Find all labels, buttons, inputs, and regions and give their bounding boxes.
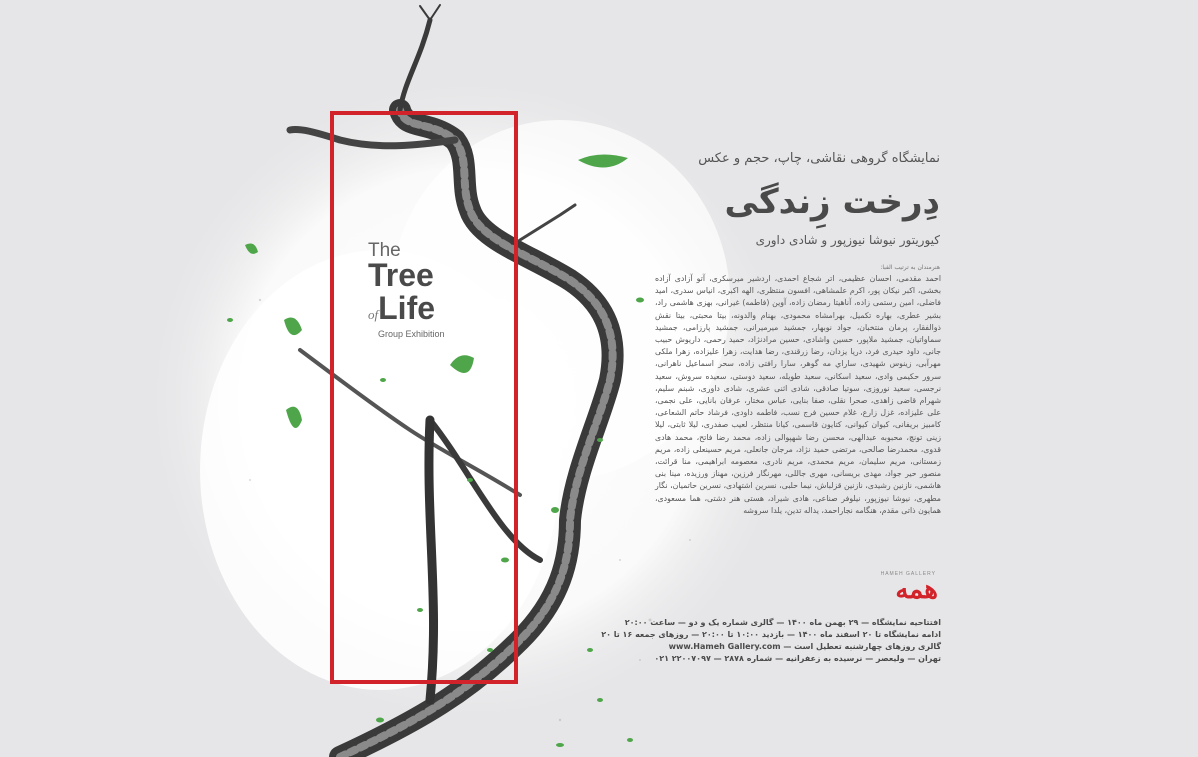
info-line-website: گالری روزهای چهارشنبه تعطیل است — www.Hameh Gallery.com — [668, 642, 941, 651]
gallery-logo — [852, 571, 938, 611]
persian-curator: کیوریتور نیوشا نیوزپور و شادی داوری — [755, 233, 940, 247]
artists-label: هنرمندان به ترتیب الفبا: — [880, 264, 940, 271]
info-line-duration: ادامه نمایشگاه تا ۲۰ اسفند ماه ۱۴۰۰ — بازدید ۱۰:۰۰ تا ۲۰:۰۰ — روزهای جمعه ۱۶ تا ۲۰ — [601, 630, 941, 639]
title-tree: Tree — [368, 257, 434, 293]
info-line-address: تهران — ولیعصر — نرسیده به زعفرانیه — شماره ۲۸۷۸ — ۲۲۰۰۷۰۹۷ ۰۲۱ — [654, 654, 941, 663]
title-life: Life — [378, 290, 436, 326]
title-of: of — [368, 307, 379, 322]
title-the: The — [368, 240, 401, 261]
logo-caption: HAMEH GALLERY — [880, 571, 936, 577]
artists-list: احمد مقدمی، احسان عظیمی، اتر شجاع احمدی، اردشیر میرسکری، آتو آزادی آزاده بخشی، اکبر نیکان پور، اکرم علمشاهی، افسون منتظری، الهه اکبری، انیاس سدری، امید فاضلی، امین رستمی زاده، آناهیتا رمضان زاده، آوین (فاطمه) غیرانی، بهزی هاشمی راد، بشیر عطری، بهاره تکمیل، بهرامشاه محمودی، بهنام والدونه، بیتا محبتی، بیتا نقش ذوالفقار، پرمان منتخبان، جواد نوبهار، جمشید میرمیرانی، جمشید پارزامی، جمشید سماواتیان، جمشید ملاپور، حسین واشادی، حسین مرادنژاد، حمید رحمی، داریوش حبیب جانی، داود حیدری فرد، دریا یزدان، رضا زرقندی، رضا هدایت، زهرا علیزاده، زهرا ملکی مهرآبی، زینوس شهیدی، ساراي مه گوهر، سارا رافتی زاده، سحر اسماعیل ناهرانی، سرور حکیمی وادی، سعید اسکانی، سعید طویله، سعید دوستی، سعیده سروش، سعید نرجسی، سعید نوروزی، سوتیا صادقی، شادی اثنی عشری، شادی داوری، شبنم سلیم، شهرام قاضی زاهدی، صحرا نقلی، صفا بنایی، عباس مختار، عرفان بانایی، علی نجمی، علی علیزاده، غزل زارع، غلام حسین فرج نسب، فاطمه داودی، فرشاد حاتم الشعاعی، کامبیز بریفانی، کیوان کیوانی، کتایون قاسمی، کیانا منتظر، لعیب صفدری، لیلا ثابتی، لیلا زینی تونچ، محبوبه عبدالهی، محسن رضا شهپوالی زاده، محمد رضا فاتح، محمد هادی قدوی، محمدرضا صالحی، مرتضی حمید نژاد، مرجان جانعلی، مریم حسینعلی زاده، مریم زمستانی، مریم سلیمان، مریم محمدی، مریم نادری، معصومه ابراهیمی، منا قرائت، منصور حیر جواد، مهدی بریسانی، مهری جاللی، مهرنگار فرزین، مهناز ورزیده، مینا بنی هاشمی، نازنین رشیدی، نازنین قزلباش، نیما حلبی، نسرین اشتهادی، نسرین حاتمیان، نگار مطهری، نیوشا نیوزپور، نیلوفر صناعی، هادی شیراد، هستی هنر دشتی، هما مسعودی، همایون ذاتی مقدم، هنگامه نجاراحمد، یداله تدین، یلدا سروشه — [655, 274, 941, 515]
logo-mark: همه — [895, 575, 938, 605]
exhibition-info — [601, 617, 941, 665]
red-frame — [330, 111, 518, 684]
title-subtitle: Group Exhibition — [378, 329, 445, 339]
persian-title: دِرخت زِندگی — [724, 182, 940, 222]
persian-subtitle: نمایشگاه گروهی نقاشی، چاپ، حجم و عکس — [698, 151, 940, 166]
english-title — [368, 242, 478, 339]
info-line-opening: افتتاحیه نمایشگاه — ۲۹ بهمن ماه ۱۴۰۰ — گالری شماره یک و دو — ساعت ۲۰:۰۰ — [624, 618, 941, 627]
